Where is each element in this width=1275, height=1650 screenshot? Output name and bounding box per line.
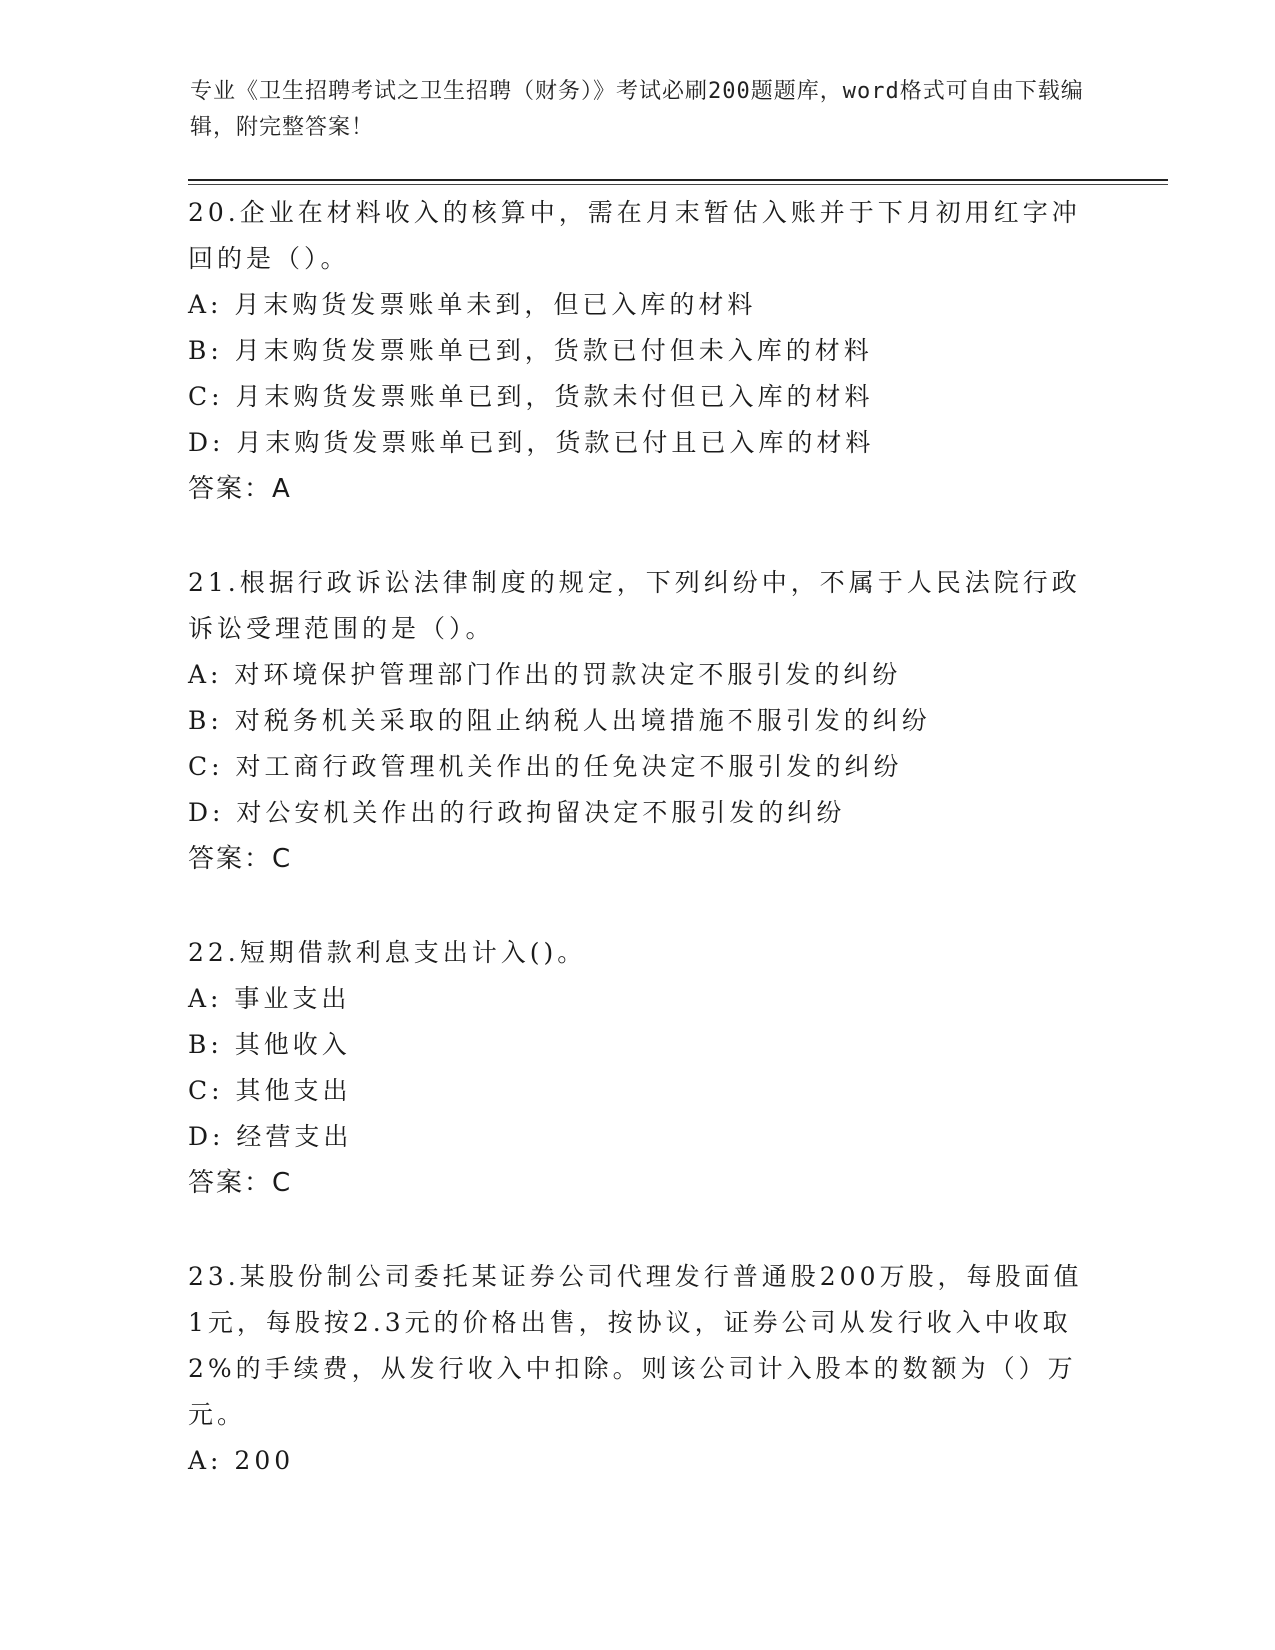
option-d: D: 月末购货发票账单已到，货款已付且已入库的材料	[188, 428, 875, 457]
option-b: B: 对税务机关采取的阻止纳税人出境措施不服引发的纠纷	[188, 706, 931, 735]
option-a: A: 对环境保护管理部门作出的罚款决定不服引发的纠纷	[188, 660, 902, 689]
question-stem: 22.短期借款利息支出计入()。	[188, 938, 587, 967]
answer-line: 答案：C	[188, 844, 293, 874]
option-b: B: 月末购货发票账单已到，货款已付但未入库的材料	[188, 336, 873, 365]
option-a: A: 事业支出	[188, 984, 351, 1013]
option-c: C: 月末购货发票账单已到，货款未付但已入库的材料	[188, 382, 874, 411]
option-d: D: 对公安机关作出的行政拘留决定不服引发的纠纷	[188, 798, 846, 827]
header-divider-thick	[188, 179, 1168, 181]
header-divider-thin	[188, 184, 1168, 185]
question-23	[188, 1254, 1088, 1484]
answer-line: 答案：A	[188, 474, 292, 504]
option-c: C: 其他支出	[188, 1076, 352, 1105]
question-stem: 23.某股份制公司委托某证券公司代理发行普通股200万股，每股面值1元，每股按2.3元的价格出售，按协议，证券公司从发行收入中收取2%的手续费，从发行收入中扣除。则该公司计入股本的数额为（）万元。	[188, 1262, 1083, 1429]
question-22	[188, 930, 1088, 1206]
question-20	[188, 190, 1088, 512]
question-list	[188, 190, 1088, 1532]
option-d: D: 经营支出	[188, 1122, 353, 1151]
option-a: A: 200	[188, 1446, 295, 1475]
option-b: B: 其他收入	[188, 1030, 351, 1059]
option-a: A: 月末购货发票账单未到，但已入库的材料	[188, 290, 757, 319]
question-stem: 21.根据行政诉讼法律制度的规定，下列纠纷中，不属于人民法院行政诉讼受理范围的是（）。	[188, 568, 1081, 643]
question-21	[188, 560, 1088, 882]
question-stem: 20.企业在材料收入的核算中，需在月末暂估入账并于下月初用红字冲回的是（）。	[188, 198, 1081, 273]
document-header: 专业《卫生招聘考试之卫生招聘（财务）》考试必刷200题题库，word格式可自由下载编辑，附完整答案！	[190, 79, 1084, 140]
option-c: C: 对工商行政管理机关作出的任免决定不服引发的纠纷	[188, 752, 903, 781]
answer-line: 答案：C	[188, 1168, 293, 1198]
